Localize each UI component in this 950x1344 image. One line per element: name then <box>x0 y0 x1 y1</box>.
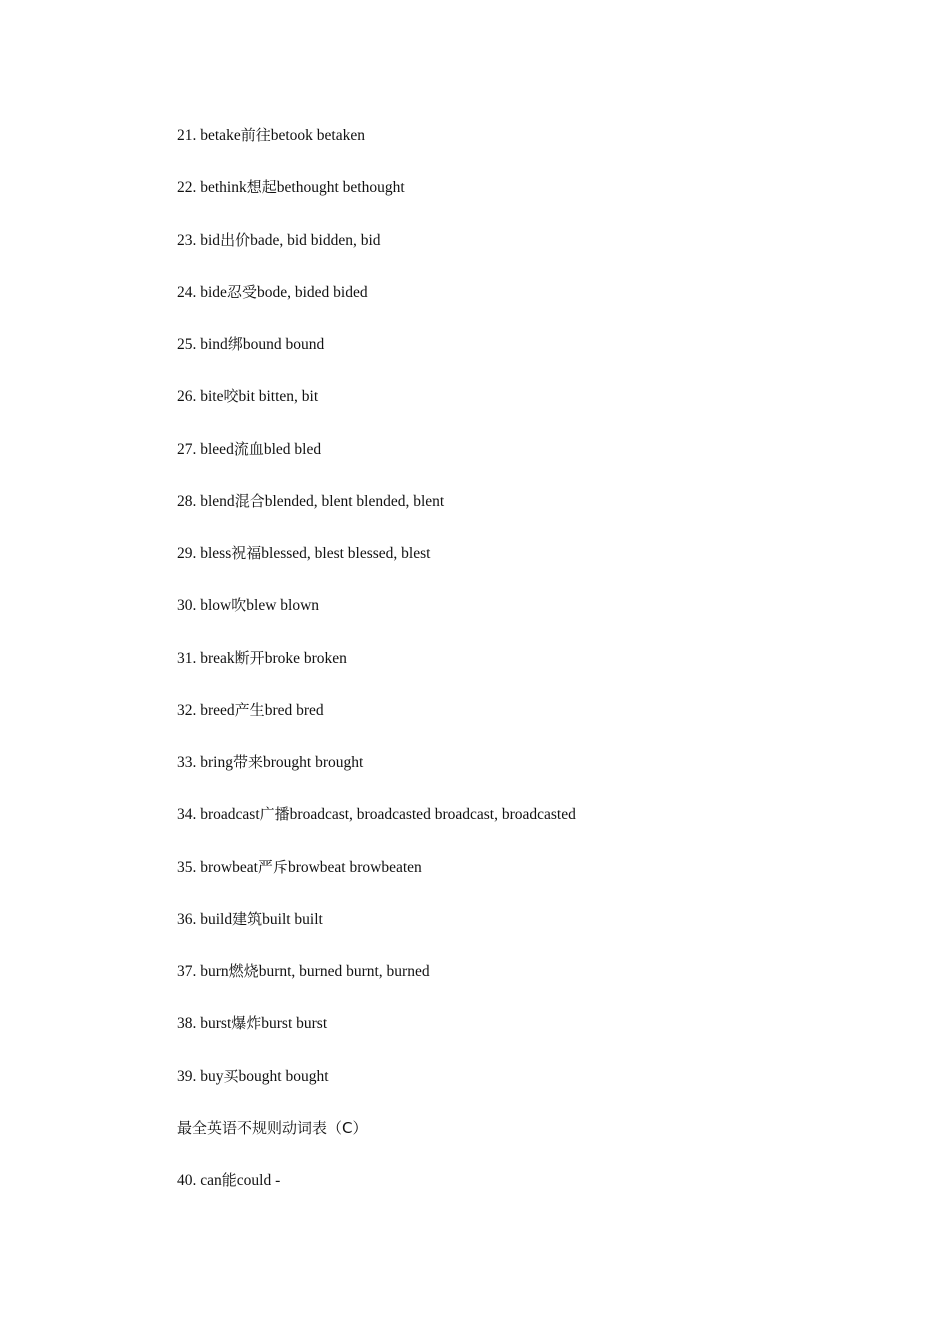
entry-forms: bade, bid bidden, bid <box>250 231 381 249</box>
entry-number: 32. <box>177 701 197 719</box>
entry-meaning: 前往 <box>240 126 271 144</box>
entry-number: 37. <box>177 963 197 980</box>
entry-forms: blended, blent blended, blent <box>264 492 445 510</box>
entry-word: bleed <box>200 440 234 458</box>
entry-word: breed <box>200 701 235 719</box>
entry-number: 28. <box>177 492 197 510</box>
entry-number: 35. <box>177 858 197 876</box>
entry-word: can <box>200 1172 222 1189</box>
list-item <box>177 1065 576 1117</box>
entry-number: 34. <box>177 806 197 824</box>
entry-number: 22. <box>177 179 197 197</box>
entry-number: 33. <box>177 754 197 771</box>
entry-forms: blessed, blest blessed, blest <box>261 545 431 562</box>
list-item <box>177 176 576 228</box>
entry-forms: bethought bethought <box>276 179 405 197</box>
section-heading: 最全英语不规则动词表（C） <box>177 1118 368 1137</box>
entry-meaning: 绑 <box>227 335 243 353</box>
entry-meaning: 忍受 <box>226 282 257 301</box>
entry-number: 36. <box>177 910 197 928</box>
entry-word: betake <box>200 127 241 144</box>
entry-word: blow <box>200 597 232 615</box>
entry-word: blend <box>200 492 235 510</box>
entry-forms: bode, bided bided <box>256 283 368 301</box>
entry-meaning: 能 <box>221 1171 237 1189</box>
entry-word: bind <box>200 336 228 353</box>
entry-number: 40. <box>177 1172 197 1189</box>
list-item <box>177 333 576 385</box>
entry-number: 24. <box>177 283 197 301</box>
entry-forms: built built <box>262 910 323 928</box>
entry-number: 26. <box>177 388 197 406</box>
list-item <box>177 542 576 594</box>
list-item <box>177 385 576 437</box>
entry-forms: burst burst <box>261 1015 328 1033</box>
list-item <box>177 803 576 855</box>
list-item <box>177 490 576 542</box>
entry-forms: blew blown <box>246 597 320 615</box>
entry-forms: bred bred <box>264 701 324 719</box>
entry-meaning: 吹 <box>231 596 247 615</box>
entry-word: bethink <box>200 179 247 197</box>
entry-number: 21. <box>177 127 197 144</box>
entry-word: build <box>200 910 233 928</box>
list-item <box>177 594 576 646</box>
entry-meaning: 带来 <box>232 753 263 771</box>
entry-forms: bled bled <box>263 440 322 458</box>
entry-number: 25. <box>177 336 197 353</box>
verb-list <box>177 124 576 1221</box>
entry-meaning: 咬 <box>223 387 239 406</box>
entry-word: buy <box>200 1067 224 1085</box>
entry-meaning: 爆炸 <box>231 1014 262 1033</box>
entry-word: bide <box>200 283 227 301</box>
entry-word: break <box>200 649 235 667</box>
entry-forms: burnt, burned burnt, burned <box>258 963 430 980</box>
entry-forms: browbeat browbeaten <box>287 858 422 876</box>
list-item <box>177 699 576 751</box>
entry-word: browbeat <box>200 858 258 876</box>
list-item <box>177 229 576 281</box>
list-item <box>177 960 576 1012</box>
entry-number: 30. <box>177 597 197 615</box>
list-item <box>177 908 576 960</box>
entry-word: bring <box>200 754 233 771</box>
entry-meaning: 出价 <box>220 230 251 249</box>
entry-word: bite <box>200 388 224 406</box>
entry-forms: betook betaken <box>270 127 365 144</box>
entry-meaning: 断开 <box>234 648 265 667</box>
entry-meaning: 建筑 <box>232 909 263 928</box>
entry-meaning: 买 <box>223 1066 239 1085</box>
list-item <box>177 1012 576 1064</box>
entry-number: 23. <box>177 231 197 249</box>
entry-word: burn <box>200 963 229 980</box>
entry-forms: brought brought <box>262 754 364 771</box>
entry-number: 38. <box>177 1015 197 1033</box>
list-item <box>177 751 576 803</box>
entry-forms: bound bound <box>242 336 325 353</box>
entry-meaning: 产生 <box>234 700 265 719</box>
entry-meaning: 广播 <box>259 805 290 824</box>
list-item <box>177 438 576 490</box>
entry-meaning: 流血 <box>233 439 264 458</box>
entry-word: bless <box>200 545 232 562</box>
entry-word: broadcast <box>200 806 260 824</box>
entry-number: 29. <box>177 545 197 562</box>
entry-forms: could - <box>236 1172 281 1189</box>
entry-number: 31. <box>177 649 197 667</box>
list-item <box>177 1169 576 1221</box>
entry-word: bid <box>200 231 221 249</box>
entry-forms: broke broken <box>264 649 347 667</box>
entry-forms: bit bitten, bit <box>238 388 319 406</box>
entry-meaning: 想起 <box>246 178 277 197</box>
entry-meaning: 混合 <box>234 491 265 510</box>
entry-meaning: 严斥 <box>257 857 288 876</box>
list-item <box>177 647 576 699</box>
entry-meaning: 祝福 <box>231 544 262 562</box>
entry-number: 27. <box>177 440 197 458</box>
list-item <box>177 856 576 908</box>
list-item <box>177 124 576 176</box>
entry-forms: broadcast, broadcasted broadcast, broadcasted <box>289 806 576 824</box>
entry-forms: bought bought <box>238 1067 329 1085</box>
entry-number: 39. <box>177 1067 197 1085</box>
entry-word: burst <box>200 1015 232 1033</box>
entry-meaning: 燃烧 <box>228 962 259 980</box>
list-item <box>177 281 576 333</box>
